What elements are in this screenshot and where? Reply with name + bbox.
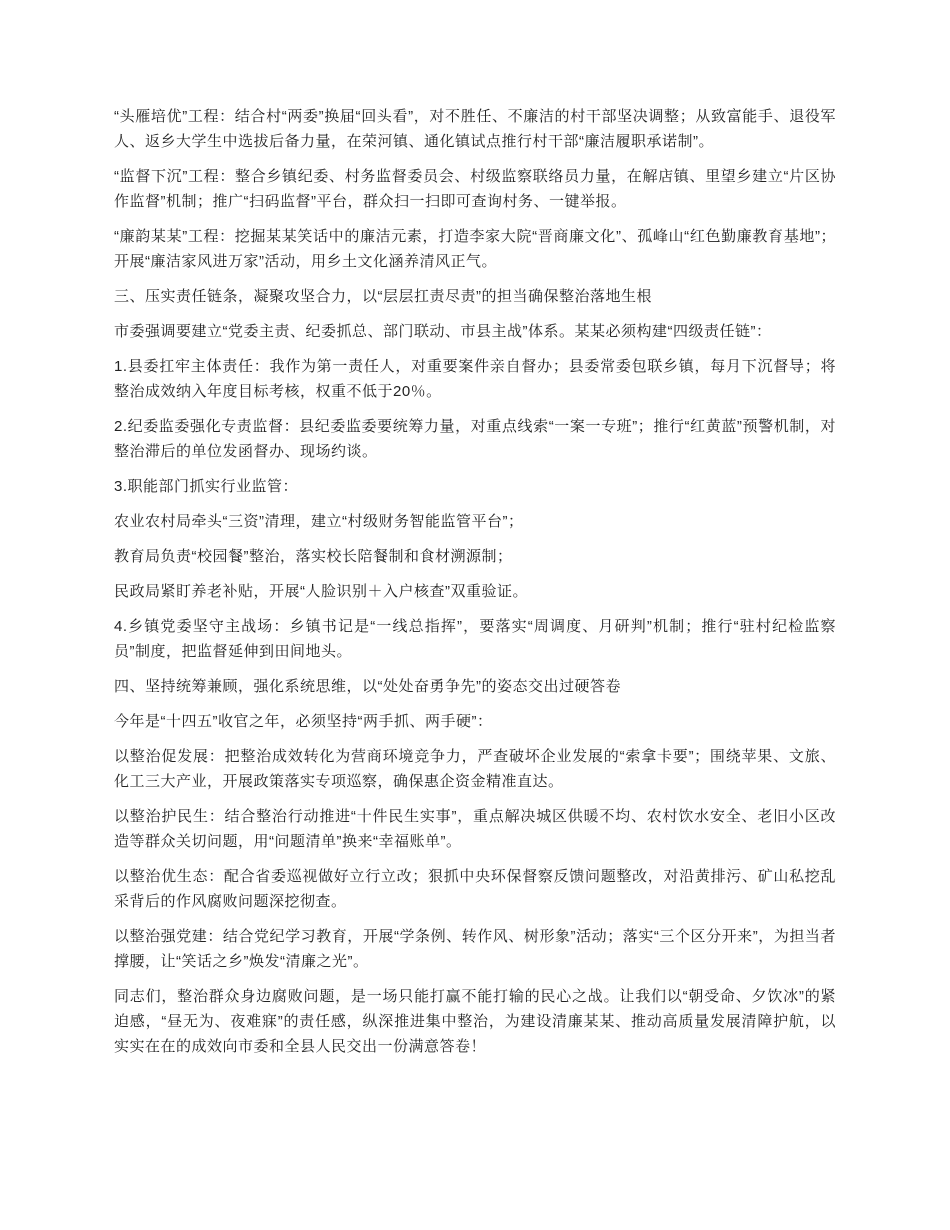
paragraph-strengthen-party: 以整治强党建：结合党纪学习教育，开展“学条例、转作风、树形象”活动；落实“三个区分开来”，为担当者撑腰，让“笑话之乡”焕发“清廉之光”。 xyxy=(114,928,836,970)
paragraph-two-hands: 今年是“十四五”收官之年，必须坚持“两手抓、两手硬”： xyxy=(114,713,493,730)
paragraph-item-3-departments: 3.职能部门抓实行业监管： xyxy=(114,478,299,495)
paragraph-responsibility-chain: 市委强调要建立“党委主责、纪委抓总、部门联动、市县主战”体系。某某必须构建“四级责任链”： xyxy=(114,323,772,340)
paragraph-closing: 同志们，整治群众身边腐败问题，是一场只能打赢不能打输的民心之战。让我们以“朝受命、夕饮冰”的紧迫感，“昼无为、夜难寐”的责任感，纵深推进集中整治，为建设清廉某某、推动高质量发展清障护航，以实实在在的成效向市委和全县人民交出一份满意答卷！ xyxy=(114,988,836,1055)
paragraph-item-4-township-committee: 4.乡镇党委坚守主战场：乡镇书记是“一线总指挥”，要落实“周调度、月研判”机制；推行“驻村纪检监察员”制度，把监督延伸到田间地头。 xyxy=(114,618,836,660)
paragraph-project-touyan: “头雁培优”工程：结合村“两委”换届“回头看”，对不胜任、不廉洁的村干部坚决调整；从致富能手、退役军人、返乡大学生中选拔后备力量，在荣河镇、通化镇试点推行村干部“廉洁履职承诺制”。 xyxy=(114,108,836,150)
section-heading-three: 三、压实责任链条，凝聚攻坚合力，以“层层扛责尽责”的担当确保整治落地生根 xyxy=(114,288,652,305)
paragraph-project-lianyun: “廉韵某某”工程：挖掘某某笑话中的廉洁元素，打造李家大院“晋商廉文化”、孤峰山“红色勤廉教育基地”；开展“廉洁家风进万家”活动，用乡土文化涵养清风正气。 xyxy=(114,228,836,270)
section-heading-four: 四、坚持统筹兼顾，强化系统思维，以“处处奋勇争先”的姿态交出过硬答卷 xyxy=(114,678,621,695)
paragraph-education-bureau: 教育局负责“校园餐”整治，落实校长陪餐制和食材溯源制； xyxy=(114,548,513,565)
paragraph-protect-livelihood: 以整治护民生：结合整治行动推进“十件民生实事”，重点解决城区供暖不均、农村饮水安全、老旧小区改造等群众关切问题，用“问题清单”换来“幸福账单”。 xyxy=(114,808,836,850)
paragraph-item-2-discipline-commission: 2.纪委监委强化专责监督：县纪委监委要统筹力量，对重点线索“一案一专班”；推行“红黄蓝”预警机制，对整治滞后的单位发函督办、现场约谈。 xyxy=(114,418,836,460)
paragraph-civil-affairs-bureau: 民政局紧盯养老补贴，开展“人脸识别＋入户核查”双重验证。 xyxy=(114,583,528,600)
paragraph-agriculture-bureau: 农业农村局牵头“三资”清理，建立“村级财务智能监管平台”； xyxy=(114,513,524,530)
paragraph-promote-development: 以整治促发展：把整治成效转化为营商环境竞争力，严查破坏企业发展的“索拿卡要”；围绕苹果、文旅、化工三大产业，开展政策落实专项巡察，确保惠企资金精准直达。 xyxy=(114,748,836,790)
paragraph-project-jiandu: “监督下沉”工程：整合乡镇纪委、村务监督委员会、村级监察联络员力量，在解店镇、里望乡建立“片区协作监督”机制；推广“扫码监督”平台，群众扫一扫即可查询村务、一键举报。 xyxy=(114,168,836,210)
paragraph-optimize-ecology: 以整治优生态：配合省委巡视做好立行立改；狠抓中央环保督察反馈问题整改，对沿黄排污、矿山私挖乱采背后的作风腐败问题深挖彻查。 xyxy=(114,868,836,910)
paragraph-item-1-county-committee: 1.县委扛牢主体责任：我作为第一责任人，对重要案件亲自督办；县委常委包联乡镇，每月下沉督导；将整治成效纳入年度目标考核，权重不低于20％。 xyxy=(114,358,836,400)
